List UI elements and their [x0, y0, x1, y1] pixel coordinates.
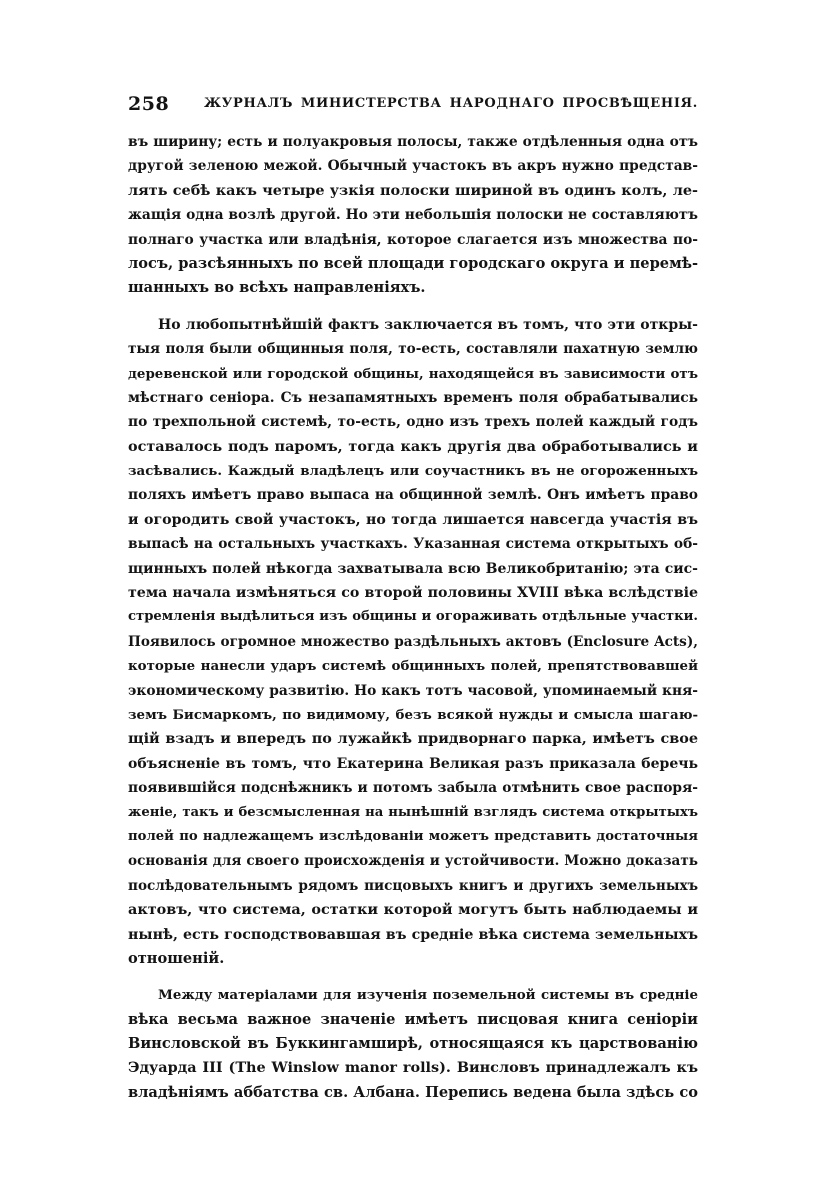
body-text [128, 130, 698, 1105]
text-line: деревенской или городской общины, находящейся въ зависимости отъ [128, 365, 698, 382]
page-header [128, 93, 698, 117]
page-number: 258 [128, 93, 170, 115]
text-line: въ ширину; есть и полуакровыя полосы, также отдѣленныя одна отъ [128, 134, 698, 150]
text-line: жащія одна возлѣ другой. Но эти небольшія полоски не составляютъ [128, 207, 698, 224]
paragraph-3 [128, 983, 698, 1105]
text-line: послѣдовательнымъ рядомъ писцовыхъ книгъ и другихъ земельныхъ [128, 877, 698, 894]
text-line: женіе, такъ и безсмысленная на нынѣшній взглядъ система открытыхъ [128, 804, 698, 820]
text-line: появившійся подснѣжникъ и потомъ забыла отмѣнить свое распоря- [128, 780, 698, 797]
paragraph-gap [128, 301, 698, 313]
text-line: засѣвались. Каждый владѣлецъ или соучастникъ въ не огороженныхъ [128, 463, 698, 480]
text-line: поляхъ имѣетъ право выпаса на общинной землѣ. Онъ имѣетъ право [128, 487, 698, 504]
text-line: лосъ, разсѣянныхъ по всей площади городскаго округа и перемѣ- [128, 254, 699, 272]
text-line: экономическому развитію. Но какъ тотъ часовой, упоминаемый кня- [128, 682, 698, 699]
text-line: щій взадъ и впередъ по лужайкѣ придворнаго парка, имѣетъ свое [128, 730, 698, 748]
text-line: и огородить свой участокъ, но тогда лишается навсегда участія въ [128, 511, 698, 528]
text-line: тыя поля были общинныя поля, то-есть, составляли пахатную землю [128, 341, 698, 358]
text-line: Винсловской въ Буккингамширѣ, относящаяся къ царствованію [128, 1035, 698, 1053]
paragraph-gap [128, 971, 698, 983]
paragraph-2 [128, 313, 698, 972]
text-line: тема начала измѣняться со второй половины XVIII вѣка вслѣдствіе [128, 585, 698, 602]
text-line: земъ Бисмаркомъ, по видимому, безъ всякой нужды и смысла шагаю- [128, 706, 698, 723]
text-line: выпасѣ на остальныхъ участкахъ. Указанная система открытыхъ об- [128, 536, 698, 553]
text-line: оставалось подъ паромъ, тогда какъ другія два обработывались и [128, 437, 698, 455]
text-line: лять себѣ какъ четыре узкія полоски шириной въ одинъ колъ, ле- [128, 181, 698, 199]
text-line: по трехпольной системѣ, то-есть, одно изъ трехъ полей каждый годъ [128, 414, 698, 431]
running-title: ЖУРНАЛЪ МИНИСТЕРСТВА НАРОДНАГО ПРОСВѢЩЕНІЯ. [204, 96, 698, 111]
text-line: Между матеріалами для изученія поземельной системы въ средніе [158, 987, 698, 1004]
text-line: основанія для своего происхожденія и устойчивости. Можно доказать [128, 853, 698, 870]
text-line: стремленія выдѣлиться изъ общины и огораживать отдѣльные участки. [128, 609, 698, 625]
text-line: Эдуарда III (The Winslow manor rolls). Винсловъ принадлежалъ къ [128, 1059, 698, 1077]
text-line: полнаго участка или владѣнія, которое слагается изъ множества по- [128, 231, 698, 248]
text-line: полей по надлежащемъ изслѣдованіи можетъ представить достаточныя [128, 828, 698, 844]
text-line: шанныхъ во всѣхъ направленіяхъ. [128, 279, 426, 297]
text-line: мѣстнаго сеніора. Съ незапамятныхъ временъ поля обрабатывались [128, 389, 698, 406]
text-line: Появилось огромное множество раздѣльныхъ актовъ (Enclosure Acts), [128, 633, 698, 650]
text-line: владѣніямъ аббатства св. Албана. Перепись ведена была здѣсь со [128, 1083, 698, 1101]
text-line: Но любопытнѣйшій фактъ заключается въ томъ, что эти откры- [158, 316, 698, 333]
text-line: нынѣ, есть господствовавшая въ средніе вѣка система земельныхъ [128, 926, 698, 943]
text-line: объясненіе въ томъ, что Екатерина Великая разъ приказала беречь [128, 755, 698, 772]
text-line: отношеній. [128, 949, 225, 967]
paragraph-1 [128, 130, 698, 301]
text-line: щинныхъ полей нѣкогда захватывала всю Великобританію; эта сис- [128, 560, 698, 577]
text-line: другой зеленою межой. Обычный участокъ въ акръ нужно представ- [128, 158, 698, 175]
text-line: вѣка весьма важное значеніе имѣетъ писцовая книга сеніоріи [128, 1010, 698, 1028]
text-line: актовъ, что система, остатки которой могутъ быть наблюдаемы и [128, 901, 698, 919]
text-line: которые нанесли ударъ системѣ общинныхъ полей, препятствовавшей [128, 658, 698, 675]
